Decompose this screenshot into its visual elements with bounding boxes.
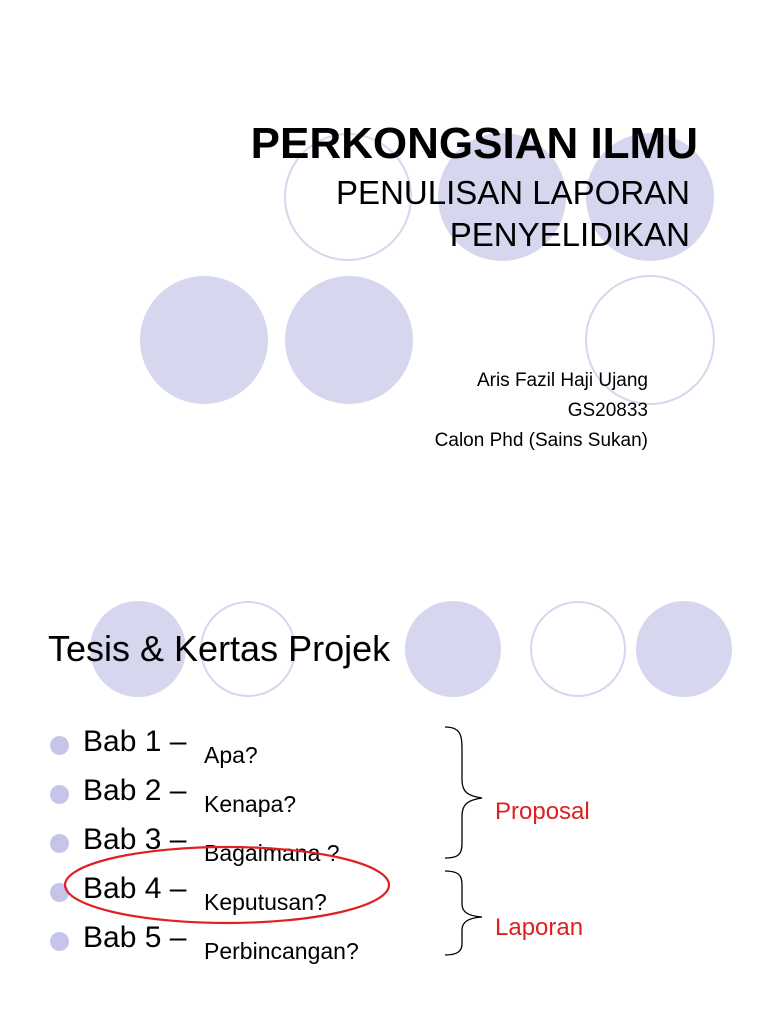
decor-circle [285, 276, 413, 404]
slide-subtitle [336, 172, 690, 256]
author-id: GS20833 [567, 400, 648, 421]
highlight-ellipse [65, 847, 389, 923]
chapter-desc: Kenapa? [204, 791, 297, 817]
brace-laporan [445, 871, 482, 955]
chapter-label: Bab 3 – [83, 823, 187, 856]
chapter-desc: Apa? [204, 742, 258, 768]
group-label-proposal: Proposal [495, 798, 590, 825]
annotation-layer [0, 512, 768, 1024]
author-name: Aris Fazil Haji Ujang [476, 370, 648, 391]
chapter-desc: Keputusan? [204, 889, 327, 915]
subtitle-line: PENYELIDIKAN [449, 216, 690, 253]
chapter-label: Bab 4 – [83, 872, 187, 905]
slide-heading: Tesis & Kertas Projek [48, 628, 391, 669]
brace-proposal [445, 727, 482, 858]
slide-chapters [0, 512, 768, 1024]
author-block [435, 366, 648, 456]
chapter-label: Bab 5 – [83, 921, 187, 954]
chapter-desc: Perbincangan? [204, 938, 359, 964]
group-label-laporan: Laporan [495, 914, 584, 941]
chapter-label: Bab 2 – [83, 774, 187, 807]
chapter-label: Bab 1 – [83, 725, 187, 758]
slide-title-text: PERKONGSIAN ILMU [250, 119, 698, 168]
subtitle-line: PENULISAN LAPORAN [336, 174, 690, 211]
chapter-desc: Bagaimana ? [204, 840, 340, 866]
decor-circle [140, 276, 268, 404]
author-position: Calon Phd (Sains Sukan) [434, 430, 648, 451]
